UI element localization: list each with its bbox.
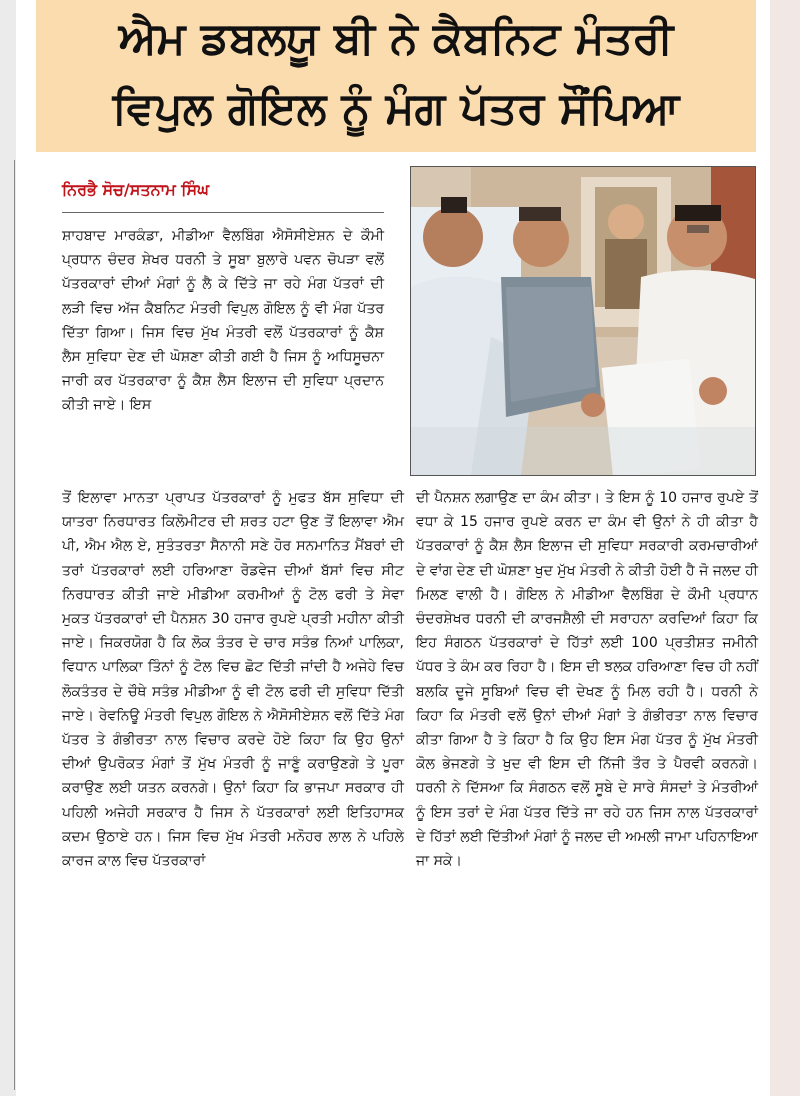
headline-line-1: ਐਮ ਡਬਲਯੂ ਬੀ ਨੇ ਕੈਬਨਿਟ ਮੰਤਰੀ [118, 13, 674, 64]
photo-handing-over-memorandum-icon [411, 167, 755, 475]
column-divider [14, 160, 15, 1090]
article-paragraph-left: ਤੋਂ ਇਲਾਵਾ ਮਾਨਤਾ ਪ੍ਰਾਪਤ ਪੱਤਰਕਾਰਾਂ ਨੂੰ ਮੁਫਤ ਬੱਸ ਸੁਵਿਧਾ ਦੀ ਯਾਤਰਾ ਨਿਰਧਾਰਤ ਕਿਲੋਮੀਟਰ ਦੀ ਸ਼ਰਤ ਹਟਾ ਉਣ ਤੋਂ ਇਲਾਵਾ ਐਮ ਪੀ, ਐਮ ਐਲ ਏ, ਸੁਤੰਤਰਤਾ ਸੈਨਾਨੀ ਸਣੇ ਹੋਰ ਸਨਮਾਨਿਤ ਮੈਂਬਰਾਂ ਦੀ ਤਰਾਂ ਪੱਤਰਕਾਰਾਂ ਲਈ ਹਰਿਆਣਾ ਰੋਡਵੇਜ ਦੀਆਂ ਬੱਸਾਂ ਵਿਚ ਸੀਟ ਨਿਰਧਾਰਤ ਕੀਤੀ ਜਾਏ ਮੀਡੀਆ ਕਰਮੀਆਂ ਨੂੰ ਟੋਲ ਫਰੀ ਤੇ ਸੇਵਾ ਮੁਕਤ ਪੱਤਰਕਾਰਾਂ ਦੀ ਪੈਨਸ਼ਨ 30 ਹਜਾਰ ਰੁਪਏ ਪ੍ਰਤੀ ਮਹੀਨਾ ਕੀਤੀ ਜਾਏ। ਜਿਕਰਯੋਗ ਹੈ ਕਿ ਲੋਕ ਤੰਤਰ ਦੇ ਚਾਰ ਸਤੰਭ ਨਿਆਂ ਪਾਲਿਕਾ, ਵਿਧਾਨ ਪਾਲਿਕਾ ਤਿੰਨਾਂ ਨੂੰ ਟੋਲ ਵਿਚ ਛੋਟ ਦਿੱਤੀ ਜਾਂਦੀ ਹੈ ਅਜੇਹੇ ਵਿਚ ਲੋਕਤੰਤਰ ਦੇ ਚੌਥੇ ਸਤੰਭ ਮੀਡੀਆ ਨੂੰ ਵੀ ਟੋਲ ਫਰੀ ਦੀ ਸੁਵਿਧਾ ਦਿੱਤੀ ਜਾਏ। ਰੇਵਨਿਊ ਮੰਤਰੀ ਵਿਪੁਲ ਗੋਇਲ ਨੇ ਐਸੋਸੀਏਸ਼ਨ ਵਲੋਂ ਦਿੱਤੇ ਮੰਗ ਪੱਤਰ ਤੇ ਗੰਭੀਰਤਾ ਨਾਲ ਵਿਚਾਰ ਕਰਦੇ ਹੋਏ ਕਿਹਾ ਕਿ ਉਹ ਉਨਾਂ ਦੀਆਂ ਉਪਰੋਕਤ ਮੰਗਾਂ ਤੋਂ ਮੁੱਖ ਮੰਤਰੀ ਨੂੰ ਜਾਣੂੰ ਕਰਾਉਣਗੇ ਤੇ ਪੂਰਾ ਕਰਾਉਣ ਲਈ ਯਤਨ ਕਰਨਗੇ। ਉਨਾਂ ਕਿਹਾ ਕਿ ਭਾਜਪਾ ਸਰਕਾਰ ਹੀ ਪਹਿਲੀ ਅਜੇਹੀ ਸਰਕਾਰ ਹੈ ਜਿਸ ਨੇ ਪੱਤਰਕਾਰਾਂ ਲਈ ਇਤਿਹਾਸਕ ਕਦਮ ਉਠਾਏ ਹਨ। ਜਿਸ ਵਿਚ ਮੁੱਖ ਮੰਤਰੀ ਮਨੋਹਰ ਲਾਲ ਨੇ ਪਹਿਲੇ ਕਾਰਜ ਕਾਲ ਵਿਚ ਪੱਤਰਕਾਰਾਂ [62, 490, 404, 870]
headline-banner [36, 0, 756, 152]
byline-divider [62, 212, 384, 213]
page-right-margin [770, 0, 800, 1096]
byline: ਨਿਰਭੈ ਸੋਚ/ਸਤਨਾਮ ਸਿੰਘ [62, 180, 210, 199]
article-paragraph-right: ਦੀ ਪੈਨਸ਼ਨ ਲਗਾਉਣ ਦਾ ਕੰਮ ਕੀਤਾ। ਤੇ ਇਸ ਨੂੰ 10 ਹਜਾਰ ਰੁਪਏ ਤੋਂ ਵਧਾ ਕੇ 15 ਹਜਾਰ ਰੁਪਏ ਕਰਨ ਦਾ ਕੰਮ ਵੀ ਉਨਾਂ ਨੇ ਹੀ ਕੀਤਾ ਹੈ ਪੱਤਰਕਾਰਾਂ ਨੂੰ ਕੈਸ਼ ਲੈਸ ਇਲਾਜ ਦੀ ਸੁਵਿਧਾ ਸਰਕਾਰੀ ਕਰਮਚਾਰੀਆਂ ਦੇ ਵਾਂਗ ਦੇਣ ਦੀ ਘੋਸ਼ਣਾ ਖੁਦ ਮੁੱਖ ਮੰਤਰੀ ਨੇ ਕੀਤੀ ਹੋਈ ਹੈ ਜੋ ਜਲਦ ਹੀ ਮਿਲਣ ਵਾਲੀ ਹੈ। ਗੋਇਲ ਨੇ ਮੀਡੀਆ ਵੈਲਬਿੰਗ ਦੇ ਕੌਮੀ ਪ੍ਰਧਾਨ ਚੰਦਰਸ਼ੇਖਰ ਧਰਨੀ ਦੀ ਕਾਰਜਸ਼ੈਲੀ ਦੀ ਸਰਾਹਨਾ ਕਰਦਿਆਂ ਕਿਹਾ ਕਿ ਇਹ ਸੰਗਠਨ ਪੱਤਰਕਾਰਾਂ ਦੇ ਹਿੱਤਾਂ ਲਈ 100 ਪ੍ਰਤੀਸ਼ਤ ਜਮੀਨੀ ਪੱਧਰ ਤੇ ਕੰਮ ਕਰ ਰਿਹਾ ਹੈ। ਇਸ ਦੀ ਝਲਕ ਹਰਿਆਣਾ ਵਿਚ ਹੀ ਨਹੀਂ ਬਲਕਿ ਦੂਜੇ ਸੂਬਿਆਂ ਵਿਚ ਵੀ ਦੇਖਣ ਨੂੰ ਮਿਲ ਰਹੀ ਹੈ। ਧਰਨੀ ਨੇ ਕਿਹਾ ਕਿ ਮੰਤਰੀ ਵਲੋਂ ਉਨਾਂ ਦੀਆਂ ਮੰਗਾਂ ਤੇ ਗੰਭੀਰਤਾ ਨਾਲ ਵਿਚਾਰ ਕੀਤਾ ਗਿਆ ਹੈ ਤੇ ਕਿਹਾ ਹੈ ਕਿ ਉਹ ਇਸ ਮੰਗ ਪੱਤਰ ਨੂੰ ਮੁੱਖ ਮੰਤਰੀ ਕੋਲ ਭੇਜਣਗੇ ਤੇ ਖੁਦ ਵੀ ਇਸ ਦੀ ਨਿੱਜੀ ਤੌਰ ਤੇ ਪੈਰਵੀ ਕਰਨਗੇ। ਧਰਨੀ ਨੇ ਦਿੱਸਆ ਕਿ ਸੰਗਠਨ ਵਲੋਂ ਸੂਬੇ ਦੇ ਸਾਰੇ ਸੰਸਦਾਂ ਤੇ ਮੰਤਰੀਆਂ ਨੂੰ ਇਸ ਤਰਾਂ ਦੇ ਮੰਗ ਪੱਤਰ ਦਿੱਤੇ ਜਾ ਰਹੇ ਹਨ ਜਿਸ ਨਾਲ ਪੱਤਰਕਾਰਾਂ ਦੇ ਹਿੱਤਾਂ ਲਈ ਦਿੱਤੀਆਂ ਮੰਗਾਂ ਨੂੰ ਜਲਦ ਦੀ ਅਮਲੀ ਜਾਮਾ ਪਹਿਨਾਇਆ ਜਾ ਸਕੇ। [416, 490, 758, 870]
news-photo [410, 166, 756, 476]
headline-line-2: ਵਿਪੁਲ ਗੋਇਲ ਨੂੰ ਮੰਗ ਪੱਤਰ ਸੌਂਪਿਆ [112, 83, 680, 134]
article-paragraph-lead: ਸ਼ਾਹਬਾਦ ਮਾਰਕੰਡਾ, ਮੀਡੀਆ ਵੈਲਬਿੰਗ ਐਸੋਸੀਏਸ਼ਨ ਦੇ ਕੌਮੀ ਪ੍ਰਧਾਨ ਚੰਦਰ ਸ਼ੇਖਰ ਧਰਨੀ ਤੇ ਸੂਬਾ ਬੁਲਾਰੇ ਪਵਨ ਚੋਪੜਾ ਵਲੋਂ ਪੱਤਰਕਾਰਾਂ ਦੀਆਂ ਮੰਗਾਂ ਨੂੰ ਲੈ ਕੇ ਦਿੱਤੇ ਜਾ ਰਹੇ ਮੰਗ ਪੱਤਰਾਂ ਦੀ ਲੜੀ ਵਿਚ ਅੱਜ ਕੈਬਨਿਟ ਮੰਤਰੀ ਵਿਪੁਲ ਗੋਇਲ ਨੂੰ ਵੀ ਮੰਗ ਪੱਤਰ ਦਿੱਤਾ ਗਿਆ। ਜਿਸ ਵਿਚ ਮੁੱਖ ਮੰਤਰੀ ਵਲੋਂ ਪੱਤਰਕਾਰਾਂ ਨੂੰ ਕੈਸ਼ ਲੈਸ ਸੁਵਿਧਾ ਦੇਣ ਦੀ ਘੋਸ਼ਣਾ ਕੀਤੀ ਗਈ ਹੈ ਜਿਸ ਨੂੰ ਅਧਿਸੂਚਨਾ ਜਾਰੀ ਕਰ ਪੱਤਰਕਾਰਾ ਨੂੰ ਕੈਸ਼ ਲੈਸ ਇਲਾਜ ਦੀ ਸੁਵਿਧਾ ਪ੍ਰਦਾਨ ਕੀਤੀ ਜਾਏ। ਇਸ [62, 228, 384, 414]
